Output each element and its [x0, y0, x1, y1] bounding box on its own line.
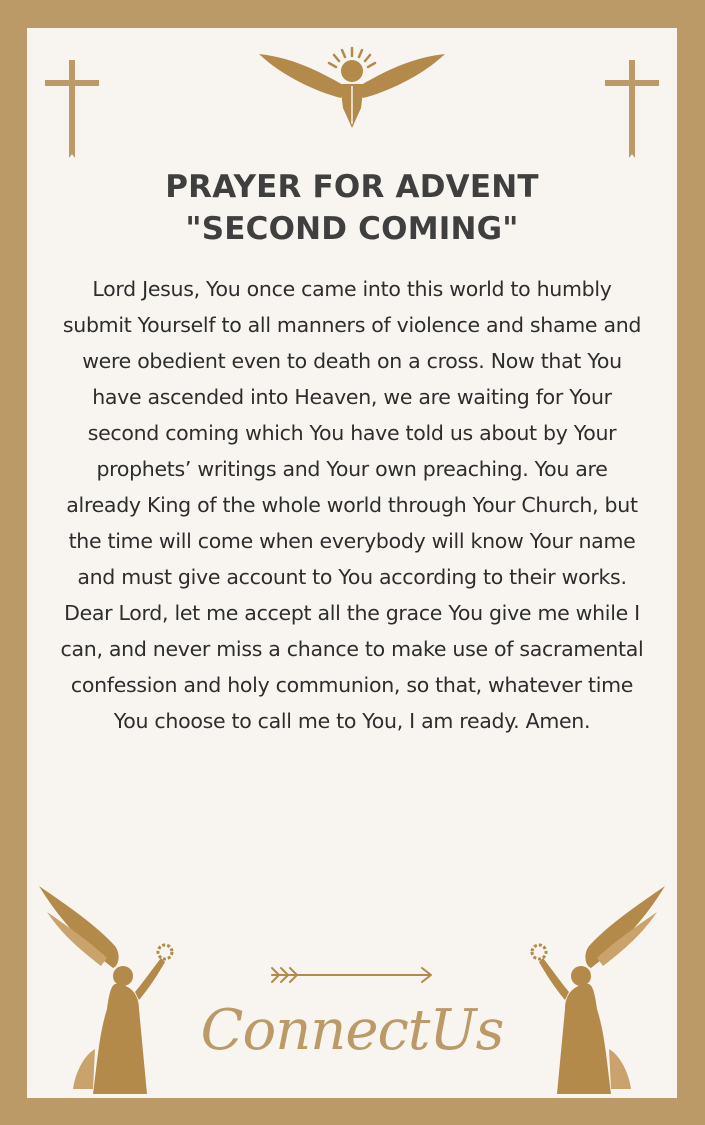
winged-sun-emblem-icon [257, 46, 447, 130]
prayer-card [27, 28, 677, 1098]
arrow-icon [270, 965, 435, 985]
page-title [27, 166, 677, 250]
title-line-2: "SECOND COMING" [185, 211, 519, 247]
brand-signature: ConnectUs [200, 998, 504, 1063]
cross-icon-left [45, 58, 99, 158]
title-line-1: PRAYER FOR ADVENT [165, 169, 539, 205]
cross-icon-right [605, 58, 659, 158]
prayer-text: Lord Jesus, You once came into this world to humbly submit Yourself to all manners of violence and shame and were obedient even to death on a cross. Now that You have ascended into Heaven, we are waiting for Your second coming which You have told us about by Your prophets’ writings and Your own preaching. You are already King of the whole world through Your Church, but the time will come when everybody will know Your name and must give account to You according to their works. Dear Lord, let me accept all the grace You give me while I can, and never miss a chance to make use of sacramental confession and holy communion, so that, whatever time You choose to call me to You, I am ready. Amen. [60, 277, 644, 733]
